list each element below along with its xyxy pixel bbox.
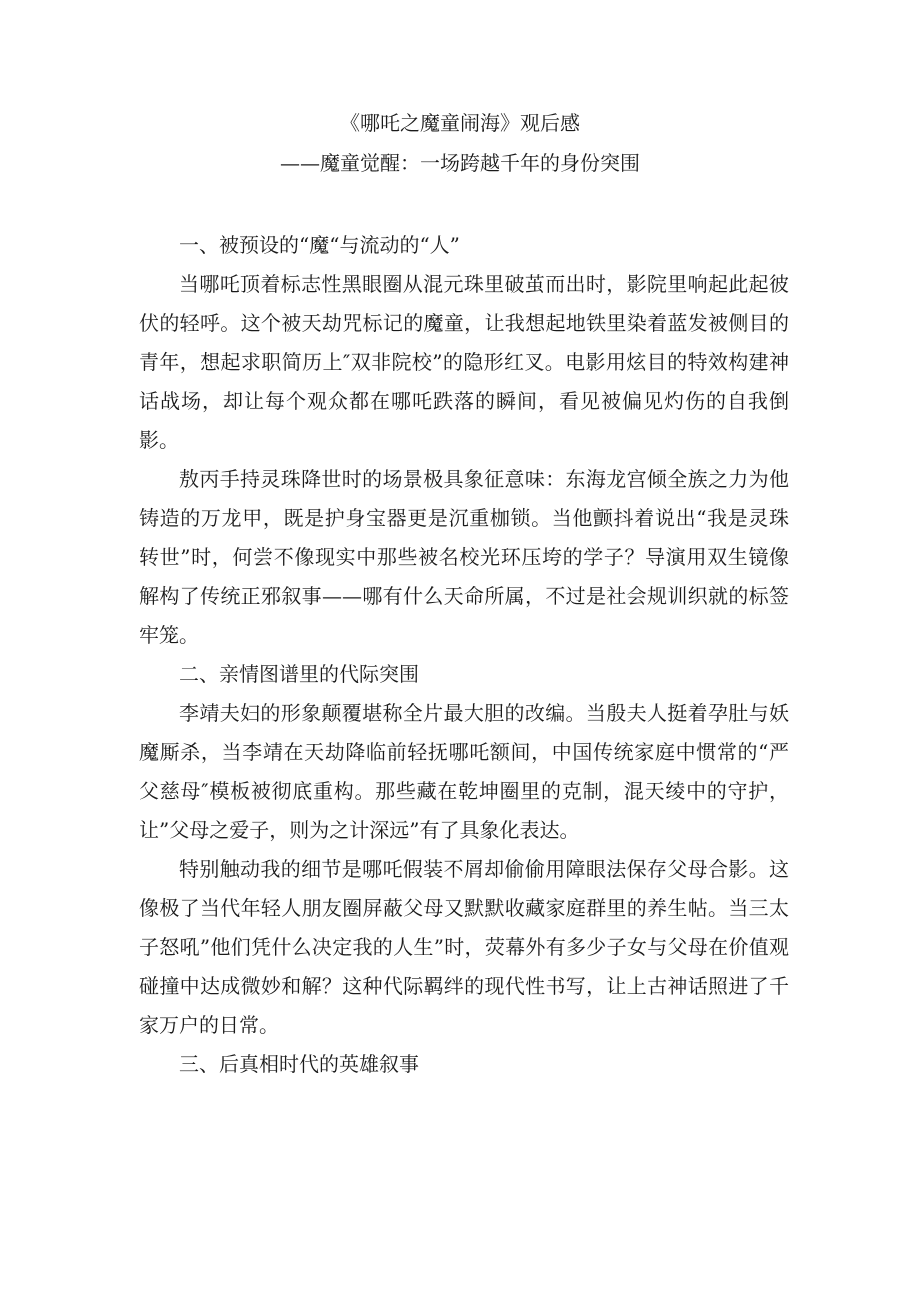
paragraph: 当哪吒顶着标志性黑眼圈从混元珠里破茧而出时，影院里响起此起彼伏的轻呼。这个被天劫咒标记的魔童，让我想起地铁里染着蓝发被侧目的青年，想起求职简历上″双非院校”的隐形红叉。电影用炫目的特效构建神话战场，却让每个观众都在哪吒跌落的瞬间，看见被偏见灼伤的自我倒影。 xyxy=(139,272,789,452)
paragraph: 李靖夫妇的形象颠覆堪称全片最大胆的改编。当殷夫人挺着孕肚与妖魔厮杀，当李靖在天劫降临前轻抚哪吒额间，中国传统家庭中惯常的“严父慈母″模板被彻底重构。那些藏在乾坤圈里的克制，混天绫中的守护，让”父母之爱子，则为之计深远”有了具象化表达。 xyxy=(139,701,789,842)
document-subtitle: ——魔童觉醒：一场跨越千年的身份突围 xyxy=(280,151,640,175)
document-body xyxy=(139,226,789,1084)
section-heading-2: 二、亲情图谱里的代际突围 xyxy=(179,662,419,686)
paragraph: 敖丙手持灵珠降世时的场景极具象征意味：东海龙宫倾全族之力为他铸造的万龙甲，既是护身宝器更是沉重枷锁。当他颤抖着说出“我是灵珠转世”时，何尝不像现实中那些被名校光环压垮的学子？导演用双生镜像解构了传统正邪叙事——哪有什么天命所属，不过是社会规训织就的标签牢笼。 xyxy=(139,467,789,647)
section-heading-1: 一、被预设的“魔“与流动的“人” xyxy=(179,233,460,257)
paragraph: 特别触动我的细节是哪吒假装不屑却偷偷用障眼法保存父母合影。这像极了当代年轻人朋友圈屏蔽父母又默默收藏家庭群里的养生帖。当三太子怒吼”他们凭什么决定我的人生”时，荧幕外有多少子女与父母在价值观碰撞中达成微妙和解？这种代际羁绊的现代性书写，让上古神话照进了千家万户的日常。 xyxy=(139,857,789,1037)
document-title: 《哪吒之魔童闹海》观后感 xyxy=(340,111,580,135)
section-heading-3: 三、后真相时代的英雄叙事 xyxy=(179,1052,419,1076)
